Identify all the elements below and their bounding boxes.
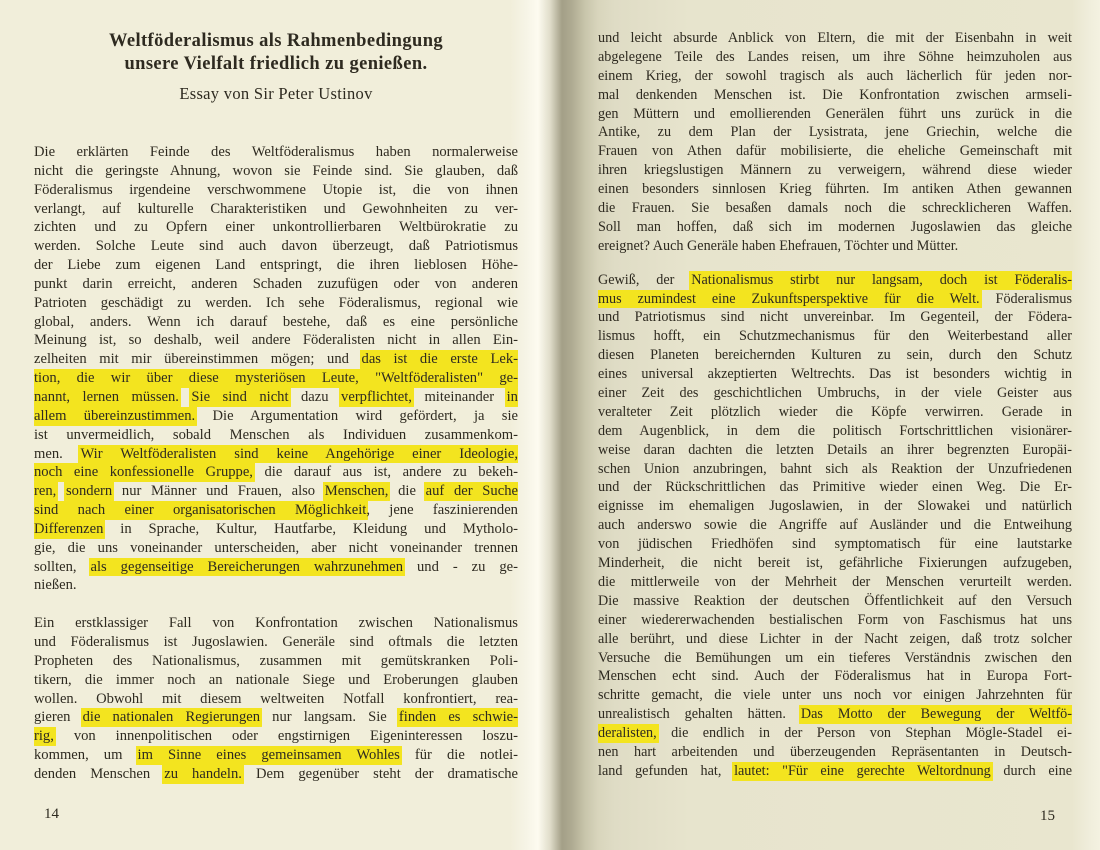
highlighted-text: rig, — [34, 727, 54, 746]
text-segment: ist unvermeidlich, sobald Menschen als Individuen zusammenkom- — [34, 426, 518, 443]
page-number-left: 14 — [44, 806, 59, 822]
text-line — [34, 162, 518, 181]
text-line — [34, 765, 518, 784]
text-segment: Die erklärten Feinde des Weltföderalismus haben normalerweise — [34, 144, 518, 160]
highlighted-text: sind nach einer organisatorischen Möglichkeit — [34, 501, 366, 520]
text-segment: von innenpolitischen oder engstirnigen Eigeninteressen loszu- — [53, 728, 518, 745]
text-segment: nur langsam. Sie — [260, 709, 399, 726]
text-segment: schen Union anzubringen, bahnt sich als Reaktion der Unzufriedenen — [598, 460, 1072, 477]
left_page-paragraph-2 — [34, 614, 518, 784]
text-segment: Soll man hoffen, daß sich im modernen Jugoslawien das gleiche — [598, 218, 1072, 235]
text-line — [34, 520, 518, 539]
text-line — [34, 181, 518, 200]
text-line — [34, 501, 518, 520]
text-segment: die endlich in der Person von Stephan Mögle-Stadel ei- — [656, 725, 1072, 742]
text-segment: sollten, — [34, 558, 91, 575]
text-segment: miteinander — [411, 388, 507, 405]
highlighted-text: finden es schwie- — [399, 708, 518, 727]
text-segment: abgelegene Teile des Landes reisen, um ihre Söhne heimzuholen aus — [598, 48, 1072, 65]
highlighted-text: in — [507, 388, 518, 407]
text-segment: von jüdischen Friedhöfen sind symptomatisch für eine lautstarke — [598, 536, 1072, 553]
text-line — [34, 369, 518, 388]
text-segment: eines universal akzeptierten Weltrechts. Das ist besonders wichtig in — [598, 366, 1072, 383]
text-segment: wollen. Obwohl mit diesem weltweiten Notfall konfrontiert, rea- — [34, 690, 518, 707]
text-segment: global, anders. Wenn ich darauf bestehe, daß es eine persönliche — [34, 313, 518, 330]
text-line — [34, 708, 518, 727]
text-segment: Meinung ist, so deshalb, weil andere Föderalisten nicht in allen Ein- — [34, 332, 518, 349]
highlighted-text: sondern — [66, 482, 112, 501]
text-segment: men. — [34, 445, 81, 462]
text-segment: Menschen echt sind. Auch der Föderalismus hat in Europa Fort- — [598, 668, 1072, 685]
text-line — [34, 690, 518, 709]
page-number-right: 15 — [1040, 808, 1055, 824]
text-segment: dem Augenblick, in dem die politisch Fortschrittlichen visionärer- — [598, 422, 1072, 439]
highlighted-text: Das Motto der Bewegung der Weltfö- — [801, 705, 1072, 724]
text-line — [34, 445, 518, 464]
text-segment: und - zu ge- — [403, 558, 518, 575]
text-line — [598, 29, 1072, 48]
text-line — [598, 554, 1072, 573]
text-line — [34, 331, 518, 350]
text-segment: zichten und zu Opfern einer unkontrollierbaren Weltbürokratie zu — [34, 219, 518, 236]
text-segment: einer Zeit des geschichtlichen Umbruchs, in der viele Geister aus — [598, 385, 1072, 402]
text-segment: schritte gemacht, die viele unter uns noch vor einigen Jahrzehnten für — [598, 687, 1072, 704]
highlighted-text: ren, — [34, 482, 56, 501]
text-line — [34, 237, 518, 256]
text-line — [598, 649, 1072, 668]
text-line — [598, 86, 1072, 105]
text-segment: weise daran dachten die letzten Details an ihrer begrenzten Europäi- — [598, 441, 1072, 458]
text-segment: ihren kriegslustigen Männern zu verweigern, während diese wieder — [598, 162, 1072, 179]
text-segment: dazu — [288, 388, 342, 405]
left-page-text-column — [34, 143, 518, 784]
text-line — [34, 463, 518, 482]
text-line — [34, 143, 518, 162]
text-segment: die — [388, 483, 426, 500]
text-segment: unrealistisch gehalten hätten. — [598, 706, 801, 723]
text-line — [34, 633, 518, 652]
highlighted-text: Sie sind nicht — [191, 388, 288, 407]
text-line — [598, 573, 1072, 592]
highlighted-text: das ist die erste Lek- — [362, 350, 518, 369]
text-line — [598, 611, 1072, 630]
left_page-paragraph-1 — [34, 143, 518, 595]
text-segment: diesen Planeten bereichernden Kulturen zu sein, durch den Schutz — [598, 347, 1072, 364]
text-segment: Die massive Reaktion der deutschen Öffentlichkeit auf den Versuch — [598, 592, 1072, 609]
text-segment: ereignet? Auch Generäle haben Ehefrauen, Töchter und Mütter. — [598, 237, 959, 254]
text-line — [598, 237, 1072, 256]
text-line — [34, 671, 518, 690]
text-line — [598, 199, 1072, 218]
text-line — [598, 535, 1072, 554]
text-segment: einem Krieg, der sowohl tragisch als auch lächerlich für jeden nor- — [598, 67, 1072, 84]
highlighted-text: mus zumindest eine Zukunftsperspektive für die Welt. — [598, 290, 980, 309]
text-segment: und leicht absurde Anblick von Eltern, die mit der Eisenbahn in weit — [598, 30, 1072, 46]
text-segment: veralteter Zeit plötzlich wieder die Köpfe verwirren. Gerade in — [598, 403, 1072, 420]
text-segment: lismus hofft, ein Schutzmechanismus für den Weiterbestand aller — [598, 328, 1072, 345]
highlighted-text: noch eine konfessionelle Gruppe, — [34, 463, 253, 482]
text-line — [34, 275, 518, 294]
highlighted-text: Wir Weltföderalisten sind keine Angehörige einer Ideologie, — [80, 445, 518, 464]
text-segment: und Föderalismus ist Jugoslawien. Generäle sind oftmals die letzten — [34, 634, 518, 651]
text-segment: und der Rückschrittlichen das Primitive wieder einen Weg. Die Er- — [598, 479, 1072, 496]
text-line — [34, 350, 518, 369]
text-segment: gen Müttern und emollierenden Generälen führt uns zurück in die — [598, 105, 1072, 122]
text-line — [598, 327, 1072, 346]
text-line — [598, 365, 1072, 384]
text-segment: Frauen von Athen dafür mobilisierte, die eheliche Gemeinschaft mit — [598, 143, 1072, 160]
text-line — [34, 407, 518, 426]
text-segment: , jene faszinierenden — [366, 502, 518, 519]
right_page-paragraph-1 — [598, 29, 1072, 256]
text-line — [598, 516, 1072, 535]
text-segment: Patrioten geschädigt zu werden. Ich sehe Föderalismus, regional wie — [34, 294, 518, 311]
text-segment: für die notlei- — [399, 747, 518, 764]
text-segment: Föderalismus irgendeine verschwommene Utopie ist, die von ihnen — [34, 181, 518, 198]
text-line — [598, 667, 1072, 686]
text-line — [34, 313, 518, 332]
highlighted-text: nannt, lernen müssen. — [34, 388, 179, 407]
text-line — [598, 441, 1072, 460]
highlighted-text: allem übereinzustimmen. — [34, 407, 195, 426]
highlighted-text: die nationalen Regierungen — [83, 708, 260, 727]
text-line — [598, 384, 1072, 403]
text-segment: die Frauen. Sie besaßen damals noch die schrecklicheren Waffen. — [598, 200, 1072, 217]
text-segment — [179, 389, 191, 405]
highlighted-text: lautet: "Für eine gerechte Weltordnung — [734, 762, 991, 781]
text-segment: denden Menschen — [34, 766, 165, 782]
text-segment: land gefunden hat, — [598, 762, 735, 779]
text-segment: nen hart arbeitenden und überzeugenden Repräsentanten in Deutsch- — [598, 743, 1072, 760]
text-segment: in Sprache, Kultur, Hautfarbe, Kleidung und Mytholo- — [103, 520, 518, 537]
text-line — [598, 478, 1072, 497]
text-segment: punkt darin erreicht, anderen Schaden zuzufügen oder von anderen — [34, 275, 518, 292]
highlighted-text: tion, die wir über diese mysteriösen Leute, "Weltföderalisten" ge- — [34, 369, 518, 388]
text-line — [598, 308, 1072, 327]
text-line — [34, 652, 518, 671]
text-segment: durch eine — [990, 762, 1072, 779]
text-line — [598, 724, 1072, 743]
right_page-paragraph-2 — [598, 271, 1072, 781]
text-line — [34, 727, 518, 746]
text-segment: nur Männer und Frauen, also — [112, 483, 325, 500]
highlighted-text: Nationalismus stirbt nur langsam, doch ist Föderalis- — [691, 271, 1072, 290]
text-line — [34, 426, 518, 445]
text-line — [598, 271, 1072, 290]
text-segment: auch anderswo sowie die Angriffe auf Ausländer und die Entweihung — [598, 517, 1072, 534]
text-line — [598, 460, 1072, 479]
text-segment: mal denkenden Menschen ist. Die Konfrontation zwischen armseli- — [598, 86, 1072, 103]
text-line — [598, 762, 1072, 781]
text-segment: eignisse im ehemaligen Jugoslawien, in der Slowakei und natürlich — [598, 498, 1072, 515]
text-segment: und Patriotismus sind nicht unvereinbar. Im Gegenteil, der Födera- — [598, 309, 1072, 326]
text-line — [598, 422, 1072, 441]
text-line — [598, 180, 1072, 199]
text-segment — [56, 483, 66, 499]
text-segment: nießen. — [34, 577, 77, 594]
highlighted-text: Menschen, — [325, 482, 389, 501]
text-line — [598, 346, 1072, 365]
highlighted-text: verpflichtet, — [341, 388, 412, 407]
text-segment: Ein erstklassiger Fall von Konfrontation zwischen Nationalismus — [34, 615, 518, 632]
essay-title-line1: Weltföderalismus als Rahmenbedingung — [108, 31, 444, 51]
text-segment: verlangt, auf kulturelle Charakteristiken und Gewohnheiten zu ver- — [34, 200, 518, 217]
text-segment: nicht die geringste Ahnung, wovon sie Feinde sind. Sie glauben, daß — [34, 162, 518, 179]
text-segment: Gewiß, der — [598, 271, 692, 288]
text-segment: die mittlerweile von der Mehrheit der Menschen verurteilt werden. — [598, 573, 1072, 590]
text-line — [34, 746, 518, 765]
text-line — [598, 105, 1072, 124]
text-segment: einen besonders sinnlosen Krieg führten. Im antiken Athen gewannen — [598, 181, 1072, 198]
text-segment: der Liebe zum eigenen Land entspringt, die ihren lieblosen Höhe- — [34, 257, 518, 274]
text-segment: Minderheit, die nicht bereit ist, gefährliche Fixierungen aufzugeben, — [598, 555, 1072, 572]
text-line — [598, 218, 1072, 237]
text-segment: Die Argumentation wird gefördert, ja sie — [195, 407, 518, 424]
text-line — [34, 539, 518, 558]
text-line — [598, 403, 1072, 422]
text-segment: einer wiedererwachenden bestialischen Form von Faschismus hat uns — [598, 611, 1072, 628]
highlighted-text: auf der Suche — [426, 482, 518, 501]
text-line — [598, 290, 1072, 309]
text-segment: alle berührt, und diese Lichter in der Nacht zeigen, daß trotz solcher — [598, 630, 1072, 647]
text-segment: gieren — [34, 709, 83, 726]
text-line — [598, 686, 1072, 705]
text-line — [34, 614, 518, 633]
text-line — [34, 218, 518, 237]
essay-byline: Essay von Sir Peter Ustinov — [179, 84, 373, 103]
text-line — [34, 200, 518, 219]
highlighted-text: Differenzen — [34, 520, 103, 539]
text-line — [598, 67, 1072, 86]
text-segment: Antike, zu dem Plan der Lysistrata, jene Griechin, welche die — [598, 124, 1072, 141]
text-line — [598, 48, 1072, 67]
text-line — [598, 592, 1072, 611]
text-line — [34, 558, 518, 577]
highlighted-text: deralisten, — [598, 724, 657, 743]
highlighted-text: im Sinne eines gemeinsamen Wohles — [138, 746, 400, 765]
text-line — [34, 294, 518, 313]
text-line — [598, 630, 1072, 649]
essay-heading — [34, 30, 518, 104]
text-line — [34, 388, 518, 407]
text-segment: zelheiten mit mir übereinstimmen mögen; und — [34, 351, 362, 368]
text-segment: gie, die uns voneinander unterscheiden, aber nicht voneinander trennen — [34, 539, 518, 556]
text-line — [598, 743, 1072, 762]
text-segment: tikern, die immer noch an nationale Siege und Eroberungen glauben — [34, 671, 518, 688]
text-line — [34, 256, 518, 275]
text-line — [34, 576, 518, 595]
right-page-text-column — [598, 29, 1072, 781]
text-line — [598, 497, 1072, 516]
text-line — [598, 123, 1072, 142]
text-segment: kommen, um — [34, 747, 138, 764]
text-segment: Dem gegenüber steht der dramatische — [241, 766, 518, 782]
text-segment: werden. Solche Leute sind auch davon überzeugt, daß Patriotismus — [34, 238, 518, 255]
text-line — [34, 482, 518, 501]
highlighted-text: zu handeln. — [164, 765, 242, 784]
essay-title-line2: unsere Vielfalt friedlich zu genießen. — [124, 53, 428, 74]
text-segment: die darauf aus ist, andere zu bekeh- — [252, 464, 518, 481]
text-line — [598, 142, 1072, 161]
text-segment: Föderalismus — [979, 290, 1072, 307]
text-segment: Propheten des Nationalismus, zusammen mit gemütskranken Poli- — [34, 652, 518, 669]
highlighted-text: als gegenseitige Bereicherungen wahrzunehmen — [91, 558, 404, 577]
text-segment: Versuche die Bemühungen um ein tieferes Verständnis zwischen den — [598, 649, 1072, 666]
text-line — [598, 705, 1072, 724]
text-line — [598, 161, 1072, 180]
